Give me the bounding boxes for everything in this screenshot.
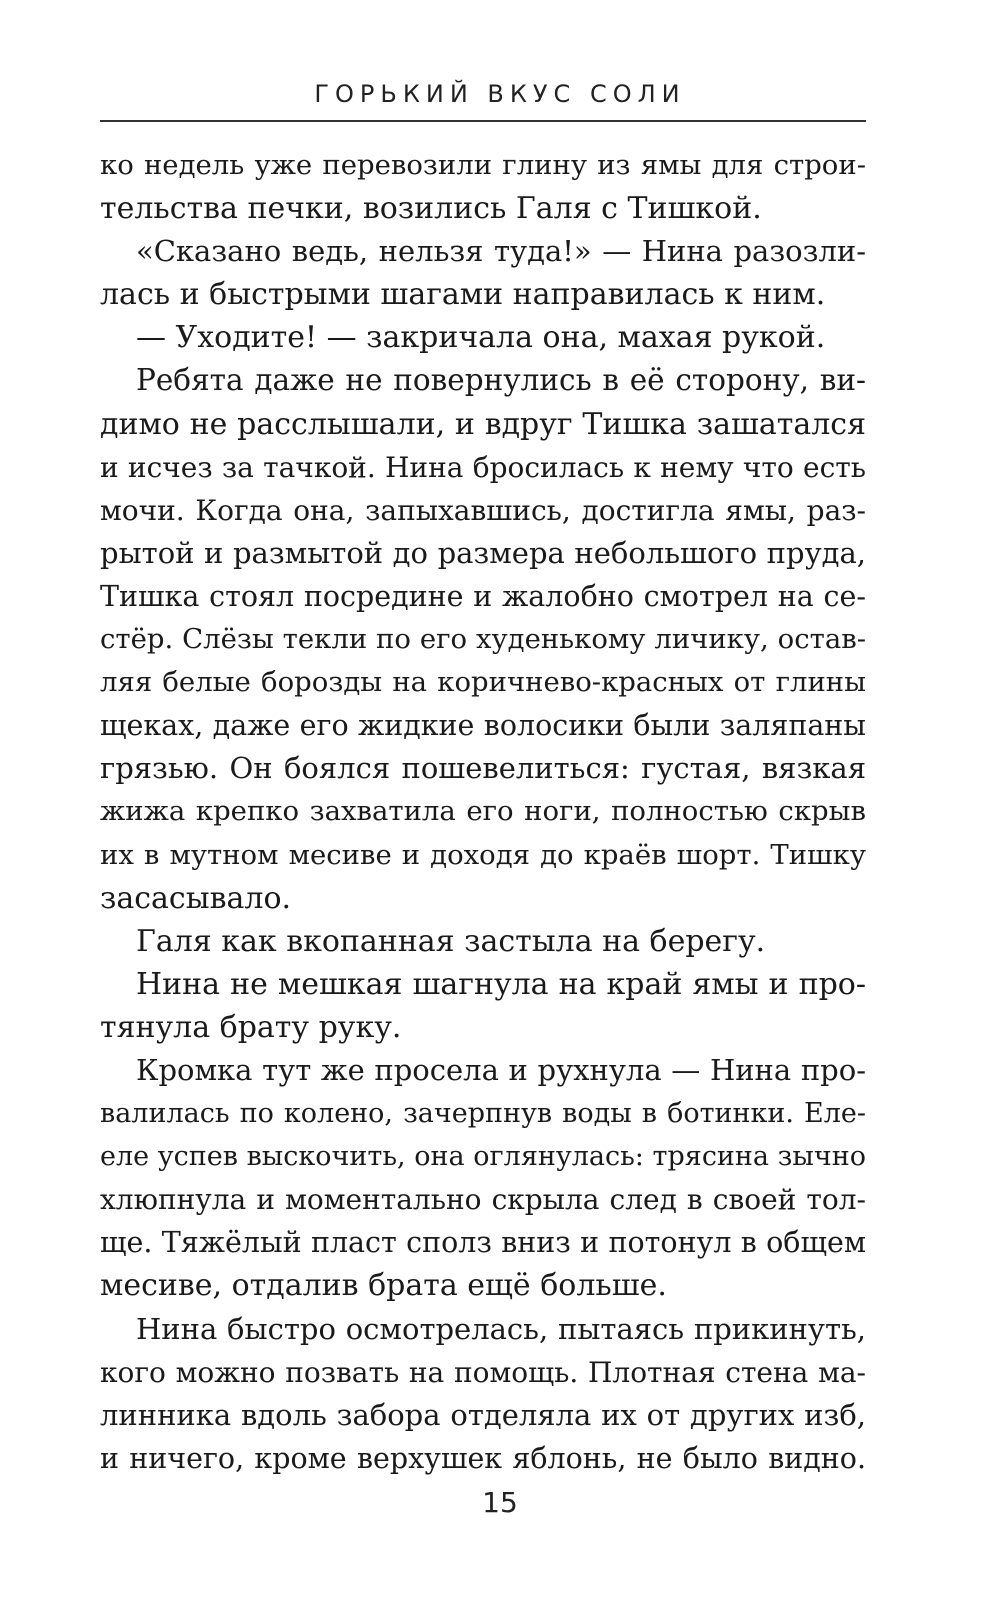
text-line: Тишка стоял посредине и жалобно смотрел на се-	[100, 579, 866, 613]
page-number: 15	[482, 1486, 518, 1519]
text-line: месиве, отдалив брата ещё больше.	[100, 1268, 667, 1304]
header-rule	[100, 120, 866, 122]
text-line: «Сказано ведь, нельзя туда!» — Нина разозли-	[136, 234, 866, 269]
text-line: и исчез за тачкой. Нина бросилась к нему что есть	[100, 450, 866, 484]
text-line: кого можно позвать на помощь. Плотная стена ма-	[100, 1355, 866, 1389]
text-line: щеках, даже его жидкие волосики были заляпаны	[100, 709, 866, 743]
text-line: жижа крепко захватила его ноги, полностью скрыв	[100, 795, 866, 828]
text-line: Галя как вкопанная застыла на берегу.	[136, 923, 766, 959]
text-line: еле успев выскочить, она оглянулась: трясина зычно	[100, 1141, 866, 1173]
text-line: ко недель уже перевозили глину из ямы для строи-	[100, 149, 866, 181]
text-line: — Уходите! — закричала она, махая рукой.	[136, 320, 826, 356]
text-line: грязью. Он боялся пошевелиться: густая, вязкая	[100, 751, 866, 786]
text-line: Ребята даже не повернулись в её сторону, ви-	[136, 363, 866, 398]
text-line: рытой и размытой до размера небольшого пруда,	[100, 535, 866, 570]
text-line: линника вдоль забора отделяла их от других изб,	[100, 1397, 866, 1432]
text-line: их в мутном месиве и доходя до краёв шорт. Тишку	[100, 838, 866, 871]
text-line: димо не расслышали, и вдруг Тишка зашатался	[100, 406, 866, 442]
text-line: стёр. Слёзы текли по его худенькому личику, остав-	[100, 623, 866, 656]
text-line: тельства печки, возились Галя с Тишкой.	[100, 191, 762, 227]
text-line: лась и быстрыми шагами направилась к ним.	[100, 277, 826, 313]
text-line: валилась по колено, зачерпнув воды в ботинки. Еле-	[100, 1098, 866, 1130]
text-line: ще. Тяжёлый пласт сполз вниз и потонул в общем	[100, 1226, 866, 1260]
text-line: хлюпнула и моментально скрыла след в своей тол-	[100, 1183, 866, 1217]
text-line: Нина быстро осмотрелась, пытаясь прикинуть,	[136, 1311, 866, 1346]
body-text	[100, 144, 866, 1480]
text-line: мочи. Когда она, запыхавшись, достигла ямы, раз-	[100, 493, 866, 527]
text-line: ляя белые борозды на коричнево-красных от глины	[100, 666, 866, 699]
text-line: Нина не мешкая шагнула на край ямы и про-	[136, 966, 866, 1002]
text-line: и ничего, кроме верхушек яблонь, не было видно.	[100, 1441, 866, 1475]
text-line: тянула брату руку.	[100, 1009, 402, 1045]
text-line: Кромка тут же просела и рухнула — Нина про-	[136, 1052, 866, 1087]
running-head: ГОРЬКИЙ ВКУС СОЛИ	[314, 80, 686, 108]
text-line: засасывало.	[100, 880, 292, 916]
